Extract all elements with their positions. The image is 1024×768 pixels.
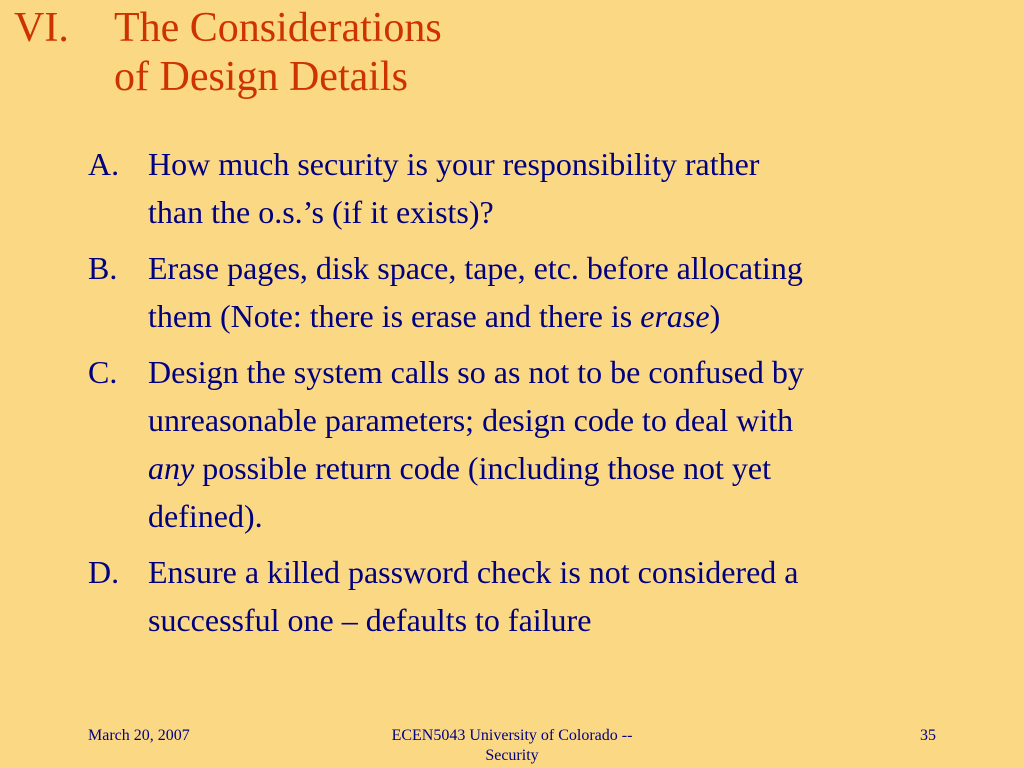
item-letter: A. <box>88 146 120 182</box>
item-line: successful one – defaults to failure <box>148 602 592 638</box>
item-letter: C. <box>88 354 118 390</box>
footer-course-line-2: Security <box>485 747 539 764</box>
footer-date: March 20, 2007 <box>88 727 190 744</box>
item-line: than the o.s.’s (if it exists)? <box>148 194 494 230</box>
item-line: unreasonable parameters; design code to deal with <box>148 402 794 438</box>
item-letter: B. <box>88 250 118 286</box>
item-letter: D. <box>88 554 120 590</box>
item-list <box>88 140 988 652</box>
item-line: Design the system calls so as not to be confused by <box>148 354 804 390</box>
page-number: 35 <box>920 727 936 744</box>
item-line <box>148 444 988 492</box>
list-item-a <box>88 140 988 236</box>
item-line: Ensure a killed password check is not considered a <box>148 554 799 590</box>
item-line: defined). <box>148 498 263 534</box>
list-item-d <box>88 548 988 644</box>
item-text: possible return code (including those not yet <box>194 450 771 486</box>
footer-course-line-1: ECEN5043 University of Colorado -- <box>391 727 633 744</box>
emphasized-text: erase <box>640 298 710 334</box>
title-line-2: of Design Details <box>114 54 408 100</box>
title-number: VI. <box>14 5 69 51</box>
title-line-1: The Considerations <box>114 5 442 51</box>
item-text: ) <box>709 298 721 334</box>
footer-course <box>352 726 672 766</box>
item-line <box>148 292 988 340</box>
list-item-c <box>88 348 988 540</box>
item-text: them (Note: there is erase and there is <box>148 298 641 334</box>
emphasized-text: any <box>148 450 195 486</box>
item-line: Erase pages, disk space, tape, etc. before allocating <box>148 250 803 286</box>
list-item-b <box>88 244 988 340</box>
item-line: How much security is your responsibility rather <box>148 146 760 182</box>
title-text <box>114 4 442 102</box>
